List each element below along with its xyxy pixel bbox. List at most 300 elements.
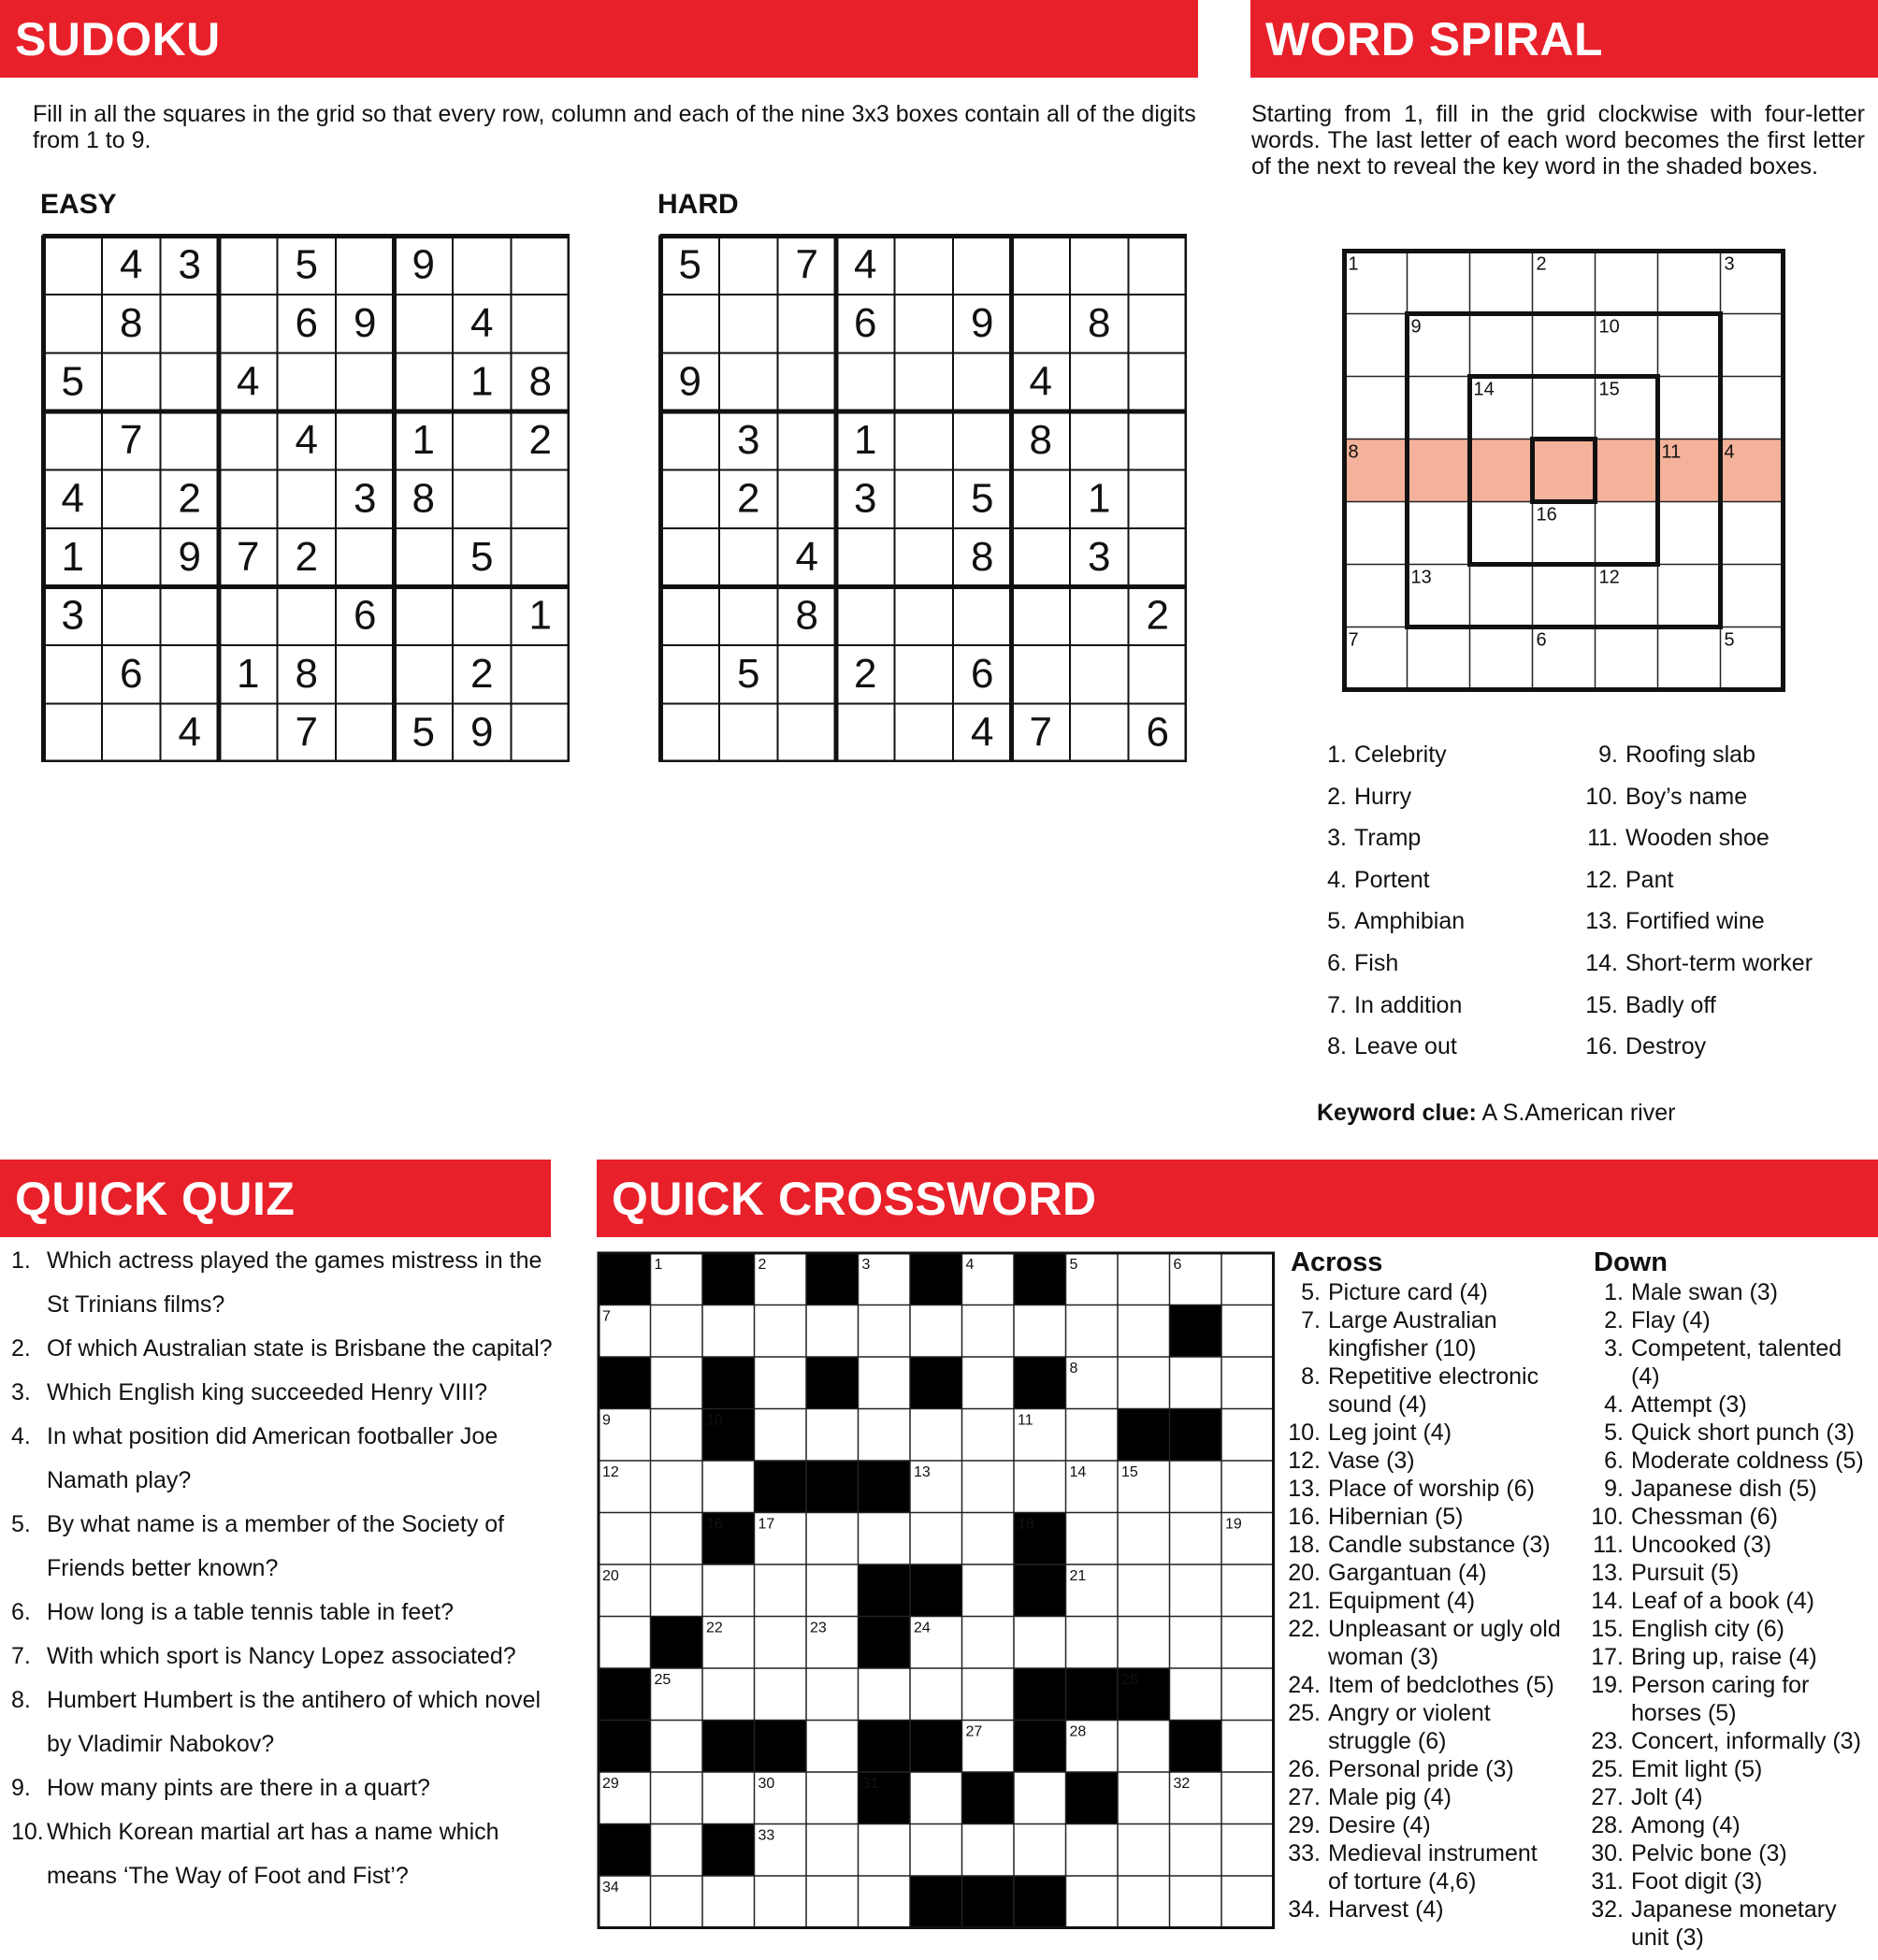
down-clue-text: Flay (4) [1631,1307,1711,1333]
crossword-cell[interactable] [962,1305,1015,1358]
crossword-cell[interactable] [1170,1513,1222,1565]
sudoku-digit: 4 [295,417,318,463]
cell-number: 12 [1598,567,1620,588]
crossword-cell[interactable] [1118,1305,1170,1358]
sudoku-title: SUDOKU [15,12,221,65]
sudoku-digit: 9 [412,241,435,288]
block-cell [859,1461,911,1513]
block-cell [910,1357,962,1409]
down-clue [1584,1531,1874,1559]
crossword-cell[interactable] [1118,1721,1170,1773]
crossword-cell[interactable] [1221,1564,1274,1617]
crossword-cell[interactable] [1221,1305,1274,1358]
quiz-question [11,1371,554,1415]
sudoku-digit: 1 [61,534,84,580]
crossword-cell[interactable] [806,1824,859,1877]
down-clue-text: Foot digit (3) [1631,1868,1763,1895]
sudoku-digit: 3 [854,475,877,522]
sudoku-digit: 2 [737,475,760,522]
crossword-cell[interactable] [1066,1824,1119,1877]
crossword-cell[interactable] [1221,1617,1274,1669]
clue-number: 24 [914,1620,931,1636]
crossword-cell[interactable] [859,1305,911,1358]
crossword-cell[interactable] [910,1409,962,1462]
crossword-cell[interactable] [859,1409,911,1462]
cell-number: 3 [1724,253,1735,275]
spiral-clue [1579,1026,1878,1068]
crossword-cell[interactable] [1170,1617,1222,1669]
clue-number: 15 [1121,1464,1138,1480]
sudoku-digit: 8 [412,475,435,522]
quiz-question-text: By what name is a member of the Society of Friends better known? [47,1511,505,1581]
block-cell [1014,1668,1066,1721]
crossword-cell[interactable] [599,1617,651,1669]
crossword-cell[interactable] [755,1564,807,1617]
crossword-cell[interactable] [910,1513,962,1565]
crossword-cell[interactable] [1014,1617,1066,1669]
across-clue-number: 29. [1288,1812,1321,1838]
across-clue [1281,1671,1562,1699]
down-clue-number: 5. [1604,1420,1624,1446]
sudoku-digit: 8 [971,534,994,580]
crossword-cell[interactable] [651,1357,703,1409]
spiral-clue-number: 5. [1327,908,1347,935]
down-clue [1584,1334,1874,1391]
crossword-cell[interactable] [599,1513,651,1565]
clue-number: 7 [602,1308,611,1325]
crossword-cell[interactable] [806,1721,859,1773]
spiral-clue [1579,859,1878,901]
cell-number: 16 [1536,504,1557,526]
spiral-clue-number: 6. [1327,949,1347,976]
quiz-question-number: 4. [11,1423,31,1449]
down-clue-number: 28. [1591,1812,1624,1838]
across-clue-text: Repetitive electronic sound (4) [1328,1363,1539,1418]
across-clue [1281,1839,1562,1895]
block-cell [859,1564,911,1617]
crossword-cell[interactable] [859,1668,911,1721]
block-cell [755,1461,807,1513]
down-clue-number: 9. [1604,1476,1624,1502]
crossword-cell[interactable] [1221,1772,1274,1824]
across-clue-text: Picture card (4) [1328,1279,1488,1305]
clue-number: 16 [706,1516,723,1533]
crossword-cell[interactable] [1221,1461,1274,1513]
down-clue-text: Pelvic bone (3) [1631,1840,1787,1866]
clue-number: 5 [1069,1257,1078,1273]
crossword-cell[interactable] [702,1305,755,1358]
crossword-cell[interactable] [1066,1409,1119,1462]
crossword-cell[interactable] [1118,1253,1170,1305]
across-clue-text: Item of bedclothes (5) [1328,1672,1554,1698]
down-clue [1584,1671,1874,1727]
crossword-cell[interactable] [651,1721,703,1773]
crossword-cell[interactable] [859,1513,911,1565]
block-cell [910,1721,962,1773]
down-clue-number: 4. [1604,1391,1624,1418]
crossword-cell[interactable] [1221,1721,1274,1773]
across-clue-number: 20. [1288,1560,1321,1586]
spiral-clue-number: 7. [1327,991,1347,1018]
sudoku-digit: 2 [528,417,552,463]
spiral-clue [1579,817,1878,859]
down-clue-number: 30. [1591,1840,1624,1866]
sudoku-digit: 5 [61,358,84,405]
crossword-cell[interactable] [1118,1876,1170,1928]
down-clue [1584,1391,1874,1419]
down-clue-number: 10. [1591,1504,1624,1530]
across-clue-text: Harvest (4) [1328,1896,1444,1923]
crossword-cell[interactable] [1221,1357,1274,1409]
across-clue-number: 25. [1288,1700,1321,1726]
block-cell [806,1357,859,1409]
crossword-cell[interactable] [910,1305,962,1358]
across-clue [1281,1587,1562,1615]
clue-number: 32 [1173,1776,1191,1792]
crossword-cell[interactable] [962,1617,1015,1669]
spiral-clue-text: Hurry [1354,783,1412,810]
across-clue-number: 16. [1288,1504,1321,1530]
crossword-cell[interactable] [651,1772,703,1824]
sudoku-digit: 9 [178,534,201,580]
down-clue-number: 13. [1591,1560,1624,1586]
quiz-question-number: 2. [11,1335,31,1362]
crossword-cell[interactable] [651,1876,703,1928]
block-cell [1014,1357,1066,1409]
shaded-cell[interactable] [1408,440,1470,502]
spiral-clue-text: In addition [1354,991,1463,1018]
block-cell [910,1876,962,1928]
crossword-cell[interactable] [1170,1668,1222,1721]
crossword-cell[interactable] [910,1824,962,1877]
sudoku-digit: 6 [1146,709,1169,756]
quiz-question-number: 5. [11,1511,31,1537]
crossword-cell[interactable] [1221,1253,1274,1305]
spiral-clue-number: 13. [1585,908,1618,935]
sudoku-digit: 3 [354,475,377,522]
crossword-cell[interactable] [962,1824,1015,1877]
quiz-question-number: 3. [11,1379,31,1405]
across-clue-text: Angry or violent struggle (6) [1328,1700,1491,1754]
across-clue-number: 5. [1301,1279,1321,1305]
across-clue [1281,1783,1562,1811]
crossword-cell[interactable] [806,1513,859,1565]
crossword-cell[interactable] [702,1772,755,1824]
sudoku-digit: 4 [971,709,994,756]
down-clue-number: 17. [1591,1644,1624,1670]
spiral-clue-text: Celebrity [1354,742,1447,768]
clue-number: 22 [706,1620,723,1636]
crossword-cell[interactable] [1066,1305,1119,1358]
crossword-cell[interactable] [1014,1461,1066,1513]
sudoku-digit: 8 [795,592,818,639]
shaded-cell[interactable] [1470,440,1533,502]
clue-number: 26 [1121,1672,1138,1688]
spiral-clue-text: Tramp [1354,825,1422,852]
sudoku-digit: 5 [737,651,760,697]
across-clue [1281,1306,1562,1362]
crossword-cell[interactable] [651,1564,703,1617]
crossword-cell[interactable] [1118,1564,1170,1617]
down-clue-text: Competent, talented (4) [1631,1335,1842,1390]
crossword-cell[interactable] [755,1409,807,1462]
crossword-cell[interactable] [962,1409,1015,1462]
block-cell [962,1772,1015,1824]
across-clue-text: Large Australian kingfisher (10) [1328,1307,1497,1362]
across-clue [1281,1895,1562,1924]
quiz-question-text: In what position did American footballer Joe Namath play? [47,1423,498,1493]
quiz-question-text: Which Korean martial art has a name which means ‘The Way of Foot and Fist’? [47,1819,499,1889]
sudoku-digit: 6 [971,651,994,697]
quiz-title: QUICK QUIZ [15,1172,296,1225]
sudoku-digit: 5 [678,241,701,288]
spiral-clue-number: 11. [1587,825,1618,852]
block-cell [599,1721,651,1773]
down-clue-number: 32. [1591,1896,1624,1923]
quiz-question [11,1415,554,1503]
across-clue-text: Hibernian (5) [1328,1504,1464,1530]
crossword-cell[interactable] [651,1305,703,1358]
crossword-cell[interactable] [806,1564,859,1617]
clue-number: 23 [810,1620,827,1636]
crossword-cell[interactable] [1066,1876,1119,1928]
crossword-cell[interactable] [702,1668,755,1721]
spiral-clue-text: Pant [1625,866,1674,893]
crossword-cell[interactable] [910,1772,962,1824]
sudoku-digit: 8 [1029,417,1052,463]
block-cell [910,1564,962,1617]
across-clue-text: Personal pride (3) [1328,1756,1514,1782]
crossword-cell[interactable] [962,1668,1015,1721]
spiral-clue [1313,985,1575,1027]
spiral-clue [1579,901,1878,943]
across-clue-number: 13. [1288,1476,1321,1502]
quiz-question [11,1327,554,1371]
clue-number: 1 [654,1257,663,1273]
sudoku-digit: 4 [470,300,494,346]
crossword-cell[interactable] [755,1876,807,1928]
block-cell [1118,1409,1170,1462]
sudoku-digit: 8 [1088,300,1111,346]
crossword-cell[interactable] [806,1668,859,1721]
clue-number: 31 [861,1776,879,1792]
spiral-clue-text: Destroy [1625,1033,1707,1060]
clue-number: 25 [654,1672,672,1688]
crossword-cell[interactable] [1221,1824,1274,1877]
sudoku-digit: 4 [61,475,84,522]
down-clue [1584,1643,1874,1671]
crossword-cell[interactable] [1170,1824,1222,1877]
spiral-clue-text: Leave out [1354,1033,1457,1060]
across-clue [1281,1475,1562,1503]
down-clue [1584,1419,1874,1447]
spiral-clue [1579,776,1878,818]
cell-number: 14 [1473,379,1495,400]
spiral-clue [1313,1026,1575,1068]
quiz-question-text: How long is a table tennis table in feet? [47,1599,454,1625]
down-clue-number: 14. [1591,1588,1624,1614]
crossword-cell[interactable] [651,1461,703,1513]
quiz-question [11,1810,554,1898]
sudoku-digit: 3 [178,241,201,288]
crossword-cell[interactable] [1066,1617,1119,1669]
quiz-question [11,1239,554,1327]
crossword-cell[interactable] [859,1876,911,1928]
crossword-cell[interactable] [1118,1824,1170,1877]
block-cell [1014,1564,1066,1617]
crossword-cell[interactable] [1014,1305,1066,1358]
down-clue-text: Chessman (6) [1631,1504,1778,1530]
sudoku-digit: 9 [971,300,994,346]
sudoku-digit: 7 [120,417,143,463]
down-clue-text: Quick short punch (3) [1631,1420,1855,1446]
block-cell [702,1253,755,1305]
across-clue [1281,1503,1562,1531]
crossword-cell[interactable] [859,1824,911,1877]
down-clue-text: Person caring for horses (5) [1631,1672,1810,1726]
sudoku-digit: 9 [354,300,377,346]
keyword-clue [1317,1100,1675,1126]
block-cell [1014,1253,1066,1305]
word-spiral-title: WORD SPIRAL [1265,12,1604,65]
crossword-cell[interactable] [1014,1824,1066,1877]
spiral-clue [1579,943,1878,985]
across-clue [1281,1447,1562,1475]
sudoku-digit: 8 [295,651,318,697]
crossword-cell[interactable] [806,1409,859,1462]
crossword-cell[interactable] [1221,1668,1274,1721]
crossword-cell[interactable] [755,1617,807,1669]
crossword-cell[interactable] [1221,1409,1274,1462]
shaded-cell[interactable] [1533,440,1596,502]
sudoku-digit: 1 [854,417,877,463]
crossword-cell[interactable] [755,1668,807,1721]
quiz-banner [0,1160,551,1237]
crossword-cell[interactable] [702,1876,755,1928]
cell-number: 6 [1536,629,1547,651]
across-clue-number: 27. [1288,1784,1321,1810]
spiral-clue [1313,859,1575,901]
quiz-question-text: Humbert Humbert is the antihero of which novel by Vladimir Nabokov? [47,1687,542,1757]
clue-number: 17 [758,1516,775,1533]
crossword-cell[interactable] [651,1409,703,1462]
sudoku-digit: 2 [470,651,494,697]
sudoku-digit: 7 [1029,709,1052,756]
crossword-cell[interactable] [962,1461,1015,1513]
crossword-cell[interactable] [702,1564,755,1617]
crossword-cell[interactable] [1221,1876,1274,1928]
crossword-cell[interactable] [962,1513,1015,1565]
crossword-cell[interactable] [651,1824,703,1877]
crossword-cell[interactable] [962,1564,1015,1617]
down-clue-text: Japanese dish (5) [1631,1476,1817,1502]
shaded-cell[interactable] [1596,440,1658,502]
clue-number: 30 [758,1776,775,1792]
crossword-cell[interactable] [1118,1357,1170,1409]
down-clue-number: 3. [1604,1335,1624,1362]
block-cell [1170,1409,1222,1462]
down-clue [1584,1559,1874,1587]
sudoku-digit: 7 [795,241,818,288]
sudoku-digit: 3 [61,592,84,639]
crossword-cell[interactable] [1170,1357,1222,1409]
crossword-cell[interactable] [651,1513,703,1565]
crossword-cell[interactable] [1118,1513,1170,1565]
crossword-cell[interactable] [1170,1461,1222,1513]
keyword-clue-label: Keyword clue: [1317,1100,1477,1126]
crossword-cell[interactable] [1118,1772,1170,1824]
crossword-cell[interactable] [1014,1772,1066,1824]
sudoku-digit: 6 [295,300,318,346]
crossword-cell[interactable] [1118,1617,1170,1669]
word-spiral-grid [1342,249,1786,693]
clue-number: 11 [1018,1412,1033,1429]
down-clues [1584,1278,1874,1952]
crossword-cell[interactable] [755,1357,807,1409]
down-heading: Down [1594,1247,1668,1277]
sudoku-digit: 3 [737,417,760,463]
clue-number: 18 [1018,1516,1034,1533]
block-cell [599,1824,651,1877]
down-clue [1584,1811,1874,1839]
across-clue [1281,1699,1562,1755]
cell-number: 7 [1348,629,1359,651]
block-cell [910,1253,962,1305]
spiral-clue-number: 16. [1585,1033,1618,1060]
across-clue-number: 21. [1288,1588,1321,1614]
cell-number: 5 [1724,629,1735,651]
quiz-question-text: Which English king succeeded Henry VIII? [47,1379,488,1405]
cell-number: 15 [1598,379,1620,400]
crossword-cell[interactable] [1170,1876,1222,1928]
sudoku-digit: 5 [971,475,994,522]
clue-number: 2 [758,1257,767,1273]
across-clue-number: 24. [1288,1672,1321,1698]
across-clue-number: 33. [1288,1840,1321,1866]
quiz-question [11,1635,554,1679]
across-clue-text: Candle substance (3) [1328,1532,1551,1558]
across-clue-text: Place of worship (6) [1328,1476,1535,1502]
quiz-question-number: 8. [11,1687,31,1713]
sudoku-digit: 1 [470,358,494,405]
crossword-cell[interactable] [806,1305,859,1358]
spiral-clue [1313,901,1575,943]
crossword-cell[interactable] [702,1461,755,1513]
spiral-clue-number: 10. [1585,783,1618,810]
crossword-cell[interactable] [859,1357,911,1409]
spiral-clue-number: 1. [1327,742,1347,768]
down-clue-text: Japanese monetary unit (3) [1631,1896,1837,1951]
across-clue-text: Male pig (4) [1328,1784,1452,1810]
crossword-cell[interactable] [1066,1513,1119,1565]
quiz-question-text: How many pints are there in a quart? [47,1775,430,1801]
down-clue [1584,1867,1874,1895]
crossword-cell[interactable] [755,1305,807,1358]
block-cell [702,1824,755,1877]
crossword-cell[interactable] [962,1357,1015,1409]
crossword-banner [597,1160,1878,1237]
crossword-cell[interactable] [1170,1564,1222,1617]
crossword-cell[interactable] [806,1876,859,1928]
word-spiral-instructions: Starting from 1, fill in the grid clockwise with four-letter words. The last letter of each word becomes the first letter of the next to reveal the key word in the shaded boxes. [1251,101,1865,180]
down-clue-number: 27. [1591,1784,1624,1810]
crossword-grid [597,1251,1276,1930]
crossword-cell[interactable] [806,1772,859,1824]
across-clue [1281,1615,1562,1671]
down-clue-text: Concert, informally (3) [1631,1728,1861,1754]
crossword-cell[interactable] [910,1668,962,1721]
spiral-clue-number: 15. [1585,991,1618,1018]
